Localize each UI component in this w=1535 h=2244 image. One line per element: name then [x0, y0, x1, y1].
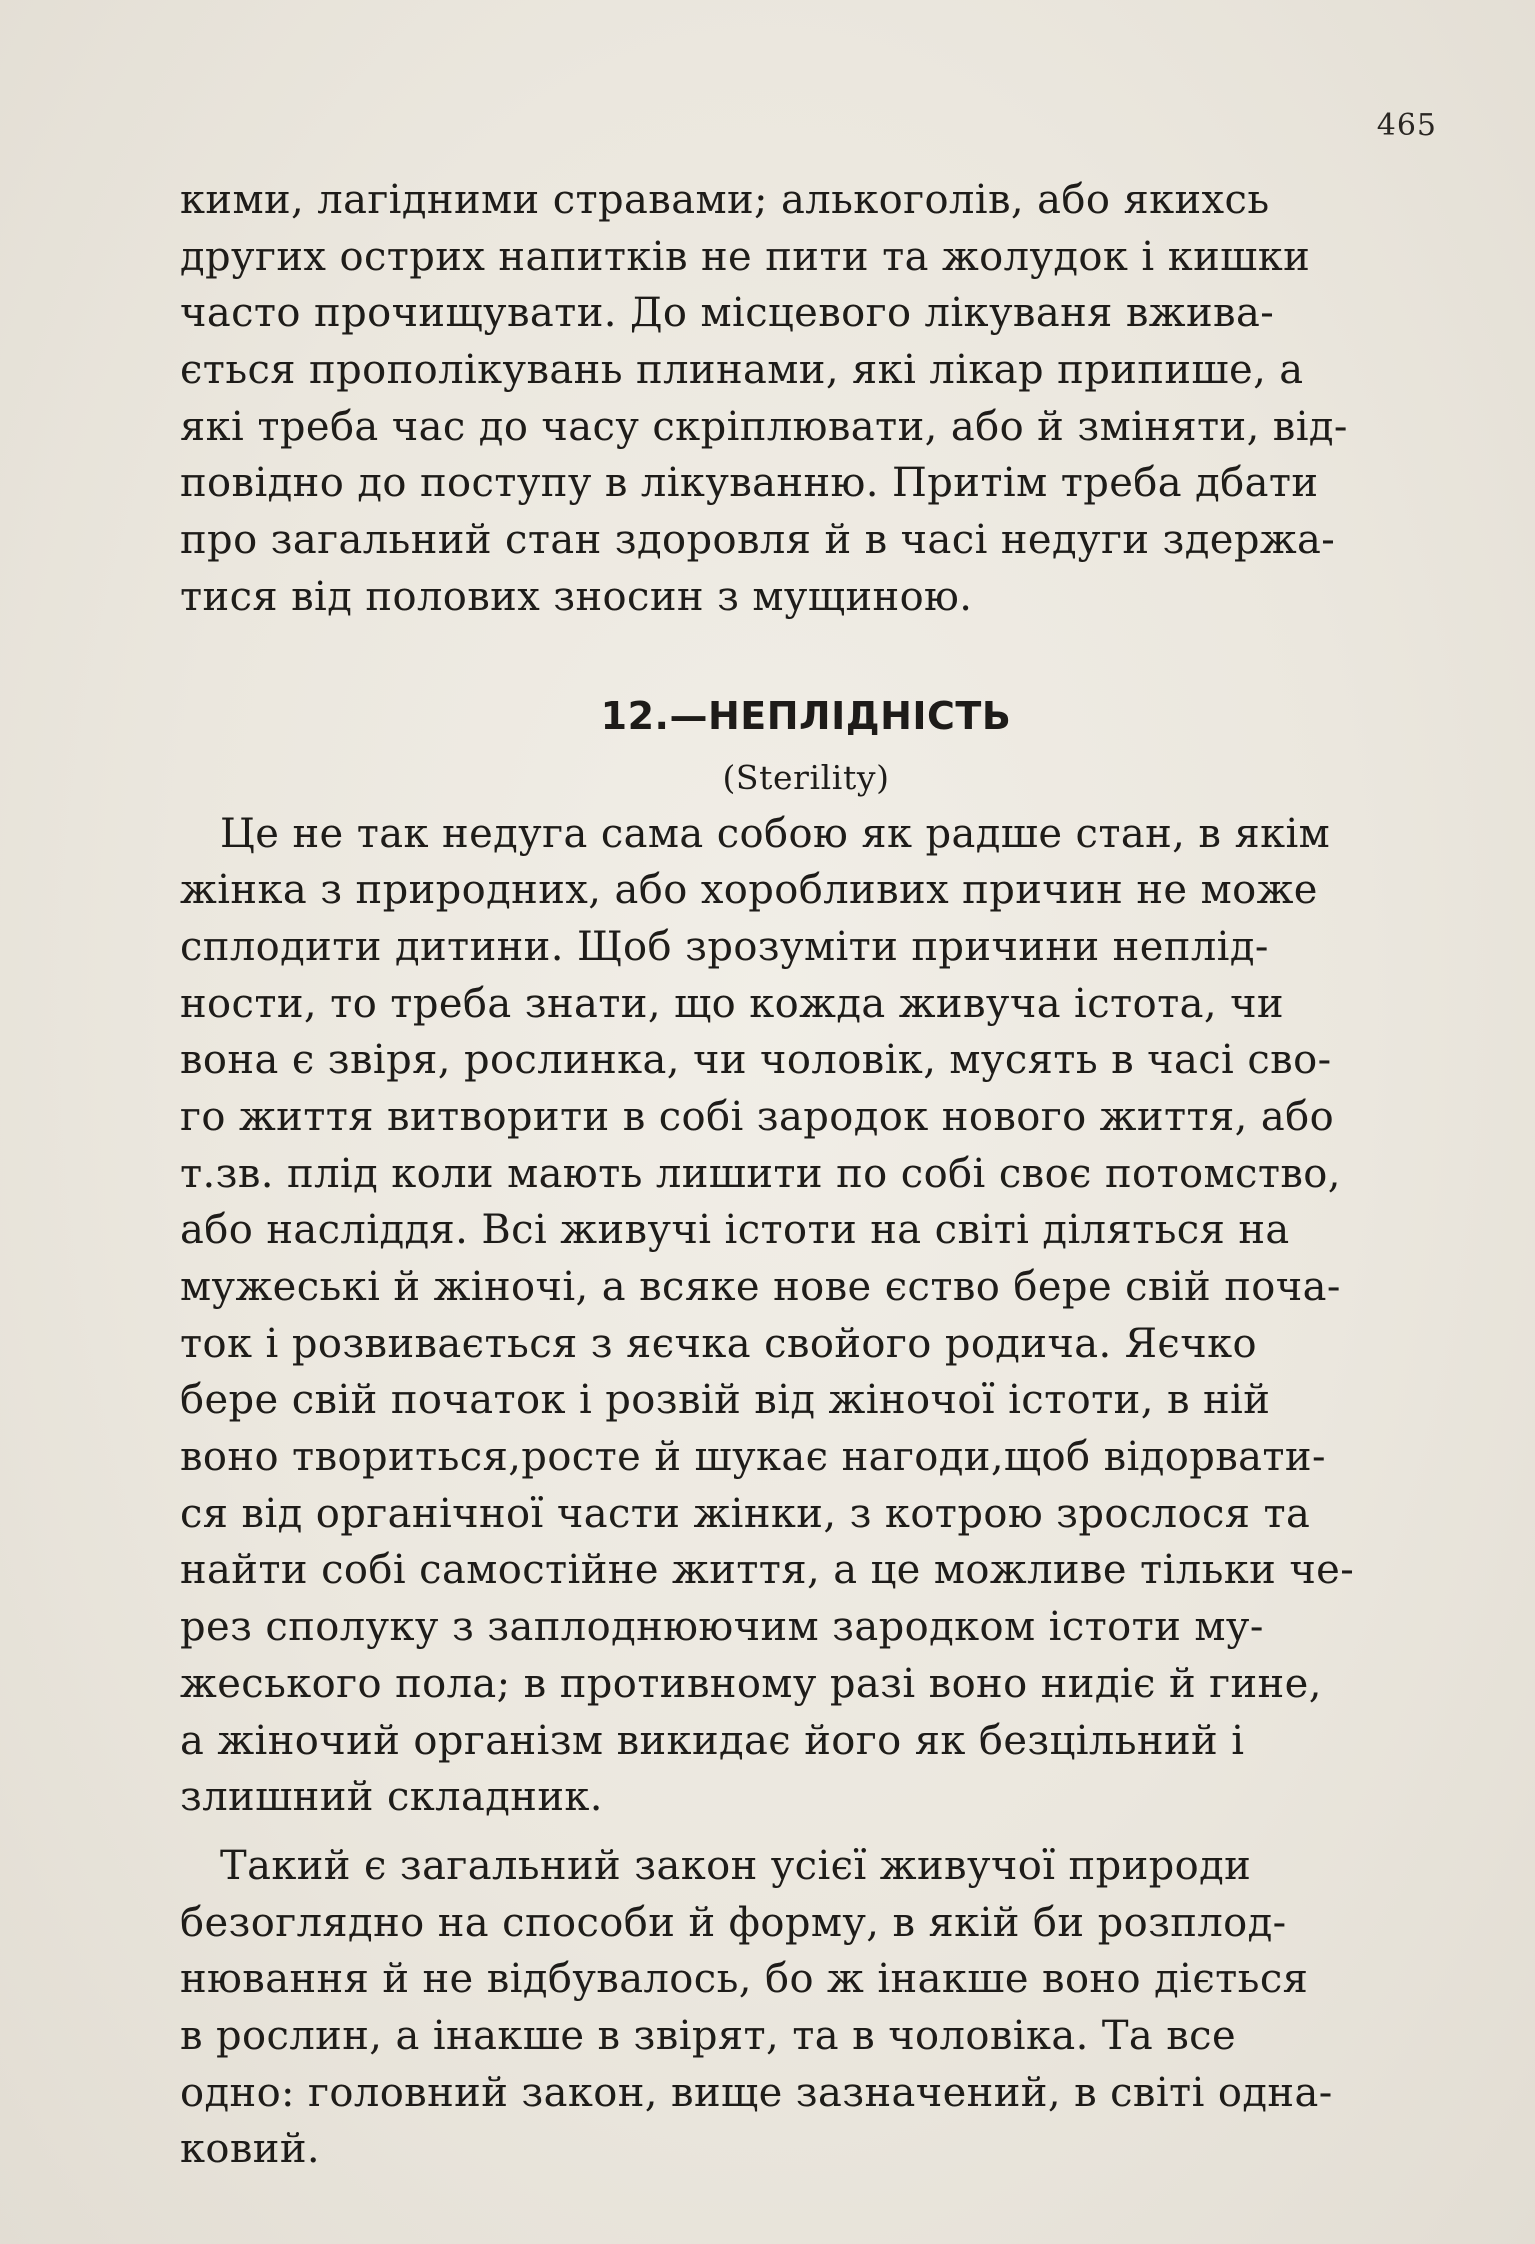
text-line: повідно до поступу в лікуванню. Притім треба дбати: [180, 460, 1319, 507]
paragraph-spacer: [180, 1826, 1432, 1838]
text-line: ється прополікувань плинами, які лікар припише, а: [180, 347, 1304, 394]
text-line: безоглядно на способи й форму, в якій би розплод-: [180, 1899, 1287, 1946]
text-line: в рослин, а інакше в звірят, та в чоловіка. Та все: [180, 2012, 1237, 2059]
text-line: го життя витворити в собі зародок нового життя, або: [180, 1093, 1335, 1140]
paragraph-3: [180, 1838, 1432, 2178]
text-line: рез сполуку з заплоднюючим зародком істоти му-: [180, 1604, 1264, 1651]
text-line: жінка з природних, або хоробливих причин не може: [180, 867, 1318, 914]
text-line: Це не так недуга сама собою як радше стан, в якім: [220, 810, 1331, 857]
text-line: вона є звіря, рослинка, чи чоловік, мусять в часі сво-: [180, 1037, 1332, 1084]
text-line: других острих напитків не пити та жолудок і кишки: [180, 233, 1311, 280]
text-line: нювання й не відбувалось, бо ж інакше воно діється: [180, 1956, 1309, 2003]
text-line: одно: головний закон, вище зазначений, в світі одна-: [180, 2069, 1333, 2116]
text-line: ковий.: [180, 2126, 321, 2173]
text-line: тися від полових зносин з мущиною.: [180, 573, 973, 620]
text-line: ток і розвивається з яєчка свойого родича. Яєчко: [180, 1320, 1257, 1367]
text-line: ности, то треба знати, що кожда живуча істота, чи: [180, 980, 1284, 1027]
text-line: злишний складник.: [180, 1774, 603, 1821]
text-line: які треба час до часу скріплювати, або й зміняти, від-: [180, 403, 1348, 450]
text-line: кими, лагідними стравами; алькоголів, або якихсь: [180, 177, 1270, 223]
section-heading: 12.—НЕПЛІДНІСТЬ: [600, 693, 1012, 738]
text-line: жеського пола; в противному разі воно нидіє й гине,: [180, 1660, 1322, 1707]
text-line: сплодити дитини. Щоб зрозуміти причини неплід-: [180, 923, 1269, 970]
text-line: бере свій початок і розвій від жіночої істоти, в ній: [180, 1377, 1271, 1424]
page-number: 465: [1376, 108, 1437, 143]
text-line: воно твориться,росте й шукає нагоди,щоб відорвати-: [180, 1434, 1326, 1481]
text-line: часто прочищувати. До місцевого лікуваня вжива-: [180, 290, 1275, 337]
page-text: [180, 172, 1432, 2178]
paragraph-1: [180, 172, 1432, 626]
section-subheading: (Sterility): [722, 757, 890, 797]
text-line: Такий є загальний закон усієї живучої природи: [220, 1842, 1252, 1889]
text-line: ся від органічної части жінки, з котрою зрослося та: [180, 1490, 1311, 1537]
text-line: а жіночий організм викидає його як безцільний і: [180, 1717, 1245, 1764]
text-line: мужеські й жіночі, а всяке нове єство бере свій поча-: [180, 1264, 1341, 1310]
text-line: найти собі самостійне життя, а це можливе тільки че-: [180, 1547, 1355, 1594]
text-line: про загальний стан здоровля й в часі недуги здержа-: [180, 517, 1336, 564]
section-spacer: [180, 626, 1432, 682]
text-line: т.зв. плід коли мають лишити по собі своє потомство,: [180, 1150, 1341, 1197]
text-line: або насліддя. Всі живучі істоти на світі діляться на: [180, 1207, 1290, 1254]
paragraph-2: [180, 806, 1432, 1826]
